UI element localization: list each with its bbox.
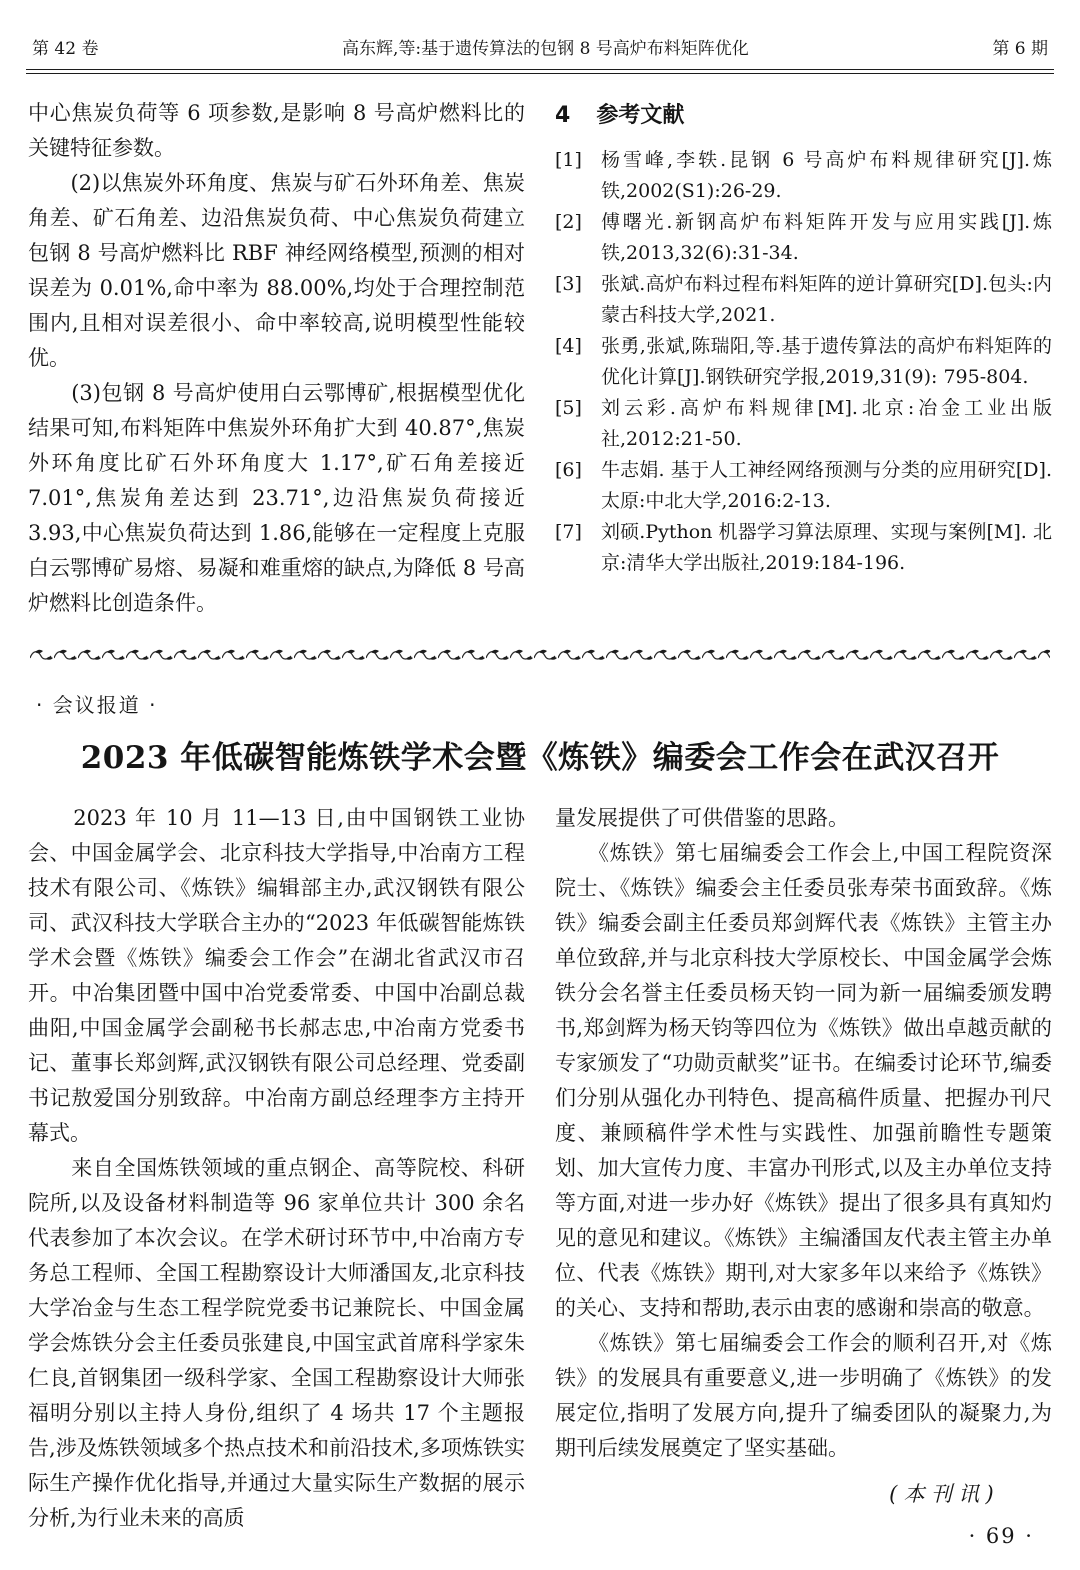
reference-item — [555, 455, 1052, 516]
byline: (本刊讯) — [889, 1482, 1000, 1506]
report-body — [24, 801, 1056, 1536]
paragraph: (3)包钢 8 号高炉使用白云鄂博矿,根据模型优化结果可知,布料矩阵中焦炭外环角扩大到 40.87°,焦炭外环角度比矿石外环角度大 1.17°,矿石角差接近 7.01°,焦炭角差达到 23.71°,边沿焦炭负荷接近 3.93,中心焦炭负荷达到 1.86,能够在一定程度上克服白云鄂博矿易熔、易凝和难重熔的缺点,为降低 8 号高炉燃料比创造条件。 — [28, 381, 525, 615]
references-heading-text: 参考文献 — [596, 103, 685, 128]
reference-text: 张斌.高炉布料过程布料矩阵的逆计算研究[D].包头:内蒙古科技大学,2021. — [601, 273, 1052, 326]
paragraph: 2023 年 10 月 11—13 日,由中国钢铁工业协会、中国金属学会、北京科技大学指导,中冶南方工程技术有限公司、《炼铁》编辑部主办,武汉钢铁有限公司、武汉科技大学联合主办的“2023 年低碳智能炼铁学术会暨《炼铁》编委会工作会”在湖北省武汉市召开。中冶集团暨中国中冶党委常委、中国中冶副总裁曲阳,中国金属学会副秘书长郝志忠,中冶南方党委书记、董事长郑剑辉,武汉钢铁有限公司总经理、党委副书记敖爱国分别致辞。中冶南方副总经理李方主持开幕式。 — [28, 806, 525, 1145]
reference-text: 刘云彩.高炉布料规律[M].北京:冶金工业出版社,2012:21-50. — [601, 397, 1052, 450]
paragraph: 量发展提供了可供借鉴的思路。 — [555, 806, 849, 830]
reference-item — [555, 517, 1052, 578]
reference-item — [555, 145, 1052, 206]
reference-item — [555, 331, 1052, 392]
reference-text: 张勇,张斌,陈瑞阳,等.基于遗传算法的高炉布料矩阵的优化计算[J].钢铁研究学报,2019,31(9): 795-804. — [601, 335, 1052, 388]
report-right-column — [555, 801, 1052, 1536]
article-body — [24, 96, 1056, 621]
paragraph: 来自全国炼铁领域的重点钢企、高等院校、科研院所,以及设备材料制造等 96 家单位共计 300 余名代表参加了本次会议。在学术研讨环节中,中冶南方专务总工程师、全国工程勘察设计大师潘国友,北京科技大学冶金与生态工程学院党委书记兼院长、中国金属学会炼铁分会主任委员张建良,中国宝武首席科学家朱仁良,首钢集团一级科学家、全国工程勘察设计大师张福明分别以主持人身份,组织了 4 场共 17 个主题报告,涉及炼铁领域多个热点技术和前沿技术,多项炼铁实际生产操作优化指导,并通过大量实际生产数据的展示分析,为行业未来的高质 — [28, 1156, 525, 1530]
reference-number: [3] — [555, 273, 582, 295]
running-title: 高东辉,等:基于遗传算法的包钢 8 号高炉布料矩阵优化 — [342, 39, 749, 59]
reference-number: [5] — [555, 397, 582, 419]
paragraph: 《炼铁》第七届编委会工作会上,中国工程院资深院士、《炼铁》编委会主任委员张寿荣书面致辞。《炼铁》编委会副主任委员郑剑辉代表《炼铁》主管主办单位致辞,并与北京科技大学原校长、中国金属学会炼铁分会名誉主任委员杨天钧一同为新一届编委颁发聘书,郑剑辉为杨天钧等四位为《炼铁》做出卓越贡献的专家颁发了“功勋贡献奖”证书。在编委讨论环节,编委们分别从强化办刊特色、提高稿件质量、把握办刊尺度、兼顾稿件学术性与实践性、加强前瞻性专题策划、加大宣传力度、丰富办刊形式,以及主办单位支持等方面,对进一步办好《炼铁》提出了很多具有真知灼见的意见和建议。《炼铁》主编潘国友代表主管主办单位、代表《炼铁》期刊,对大家多年以来给予《炼铁》的关心、支持和帮助,表示由衷的感谢和崇高的敬意。 — [555, 841, 1052, 1320]
reference-text: 牛志娟. 基于人工神经网络预测与分类的应用研究[D].太原:中北大学,2016:2-13. — [601, 459, 1052, 512]
reference-text: 傅曙光.新钢高炉布料矩阵开发与应用实践[J].炼铁,2013,32(6):31-34. — [601, 211, 1052, 264]
article-left-column — [28, 96, 525, 621]
references-list — [555, 145, 1052, 578]
section-label: · 会议报道 · — [36, 693, 158, 717]
reference-number: [7] — [555, 521, 582, 543]
reference-text: 刘硕.Python 机器学习算法原理、实现与案例[M]. 北京:清华大学出版社,2019:184-196. — [601, 521, 1052, 574]
volume-label: 第 42 卷 — [32, 39, 99, 59]
reference-number: [4] — [555, 335, 582, 357]
reference-item — [555, 393, 1052, 454]
references-heading-number: 4 — [555, 103, 571, 128]
reference-number: [6] — [555, 459, 582, 481]
reference-item — [555, 207, 1052, 268]
references-heading — [555, 98, 1052, 129]
issue-label: 第 6 期 — [992, 39, 1048, 59]
reference-item — [555, 269, 1052, 330]
header-double-rule — [26, 69, 1054, 74]
paragraph: 中心焦炭负荷等 6 项参数,是影响 8 号高炉燃料比的关键特征参数。 — [28, 101, 525, 160]
page-number: · 69 · — [968, 1524, 1034, 1548]
running-head — [24, 30, 1056, 69]
report-right-paragraphs — [555, 801, 1052, 1466]
reference-number: [1] — [555, 149, 582, 171]
paragraph: 《炼铁》第七届编委会工作会的顺利召开,对《炼铁》的发展具有重要意义,进一步明确了《炼铁》的发展定位,指明了发展方向,提升了编委团队的凝聚力,为期刊后续发展奠定了坚实基础。 — [555, 1331, 1052, 1460]
reference-number: [2] — [555, 211, 582, 233]
paragraph: (2)以焦炭外环角度、焦炭与矿石外环角差、焦炭角差、矿石角差、边沿焦炭负荷、中心焦炭负荷建立包钢 8 号高炉燃料比 RBF 神经网络模型,预测的相对误差为 0.01%,命中率为 88.00%,均处于合理控制范围内,且相对误差很小、命中率较高,说明模型性能较优。 — [28, 171, 525, 370]
article-right-column — [555, 96, 1052, 621]
reference-text: 杨雪峰,李轶.昆钢 6 号高炉布料规律研究[J].炼铁,2002(S1):26-29. — [601, 149, 1052, 202]
report-left-column — [28, 801, 525, 1536]
divider-ornament — [30, 647, 1050, 667]
report-title: 2023 年低碳智能炼铁学术会暨《炼铁》编委会工作会在武汉召开 — [80, 740, 1000, 776]
